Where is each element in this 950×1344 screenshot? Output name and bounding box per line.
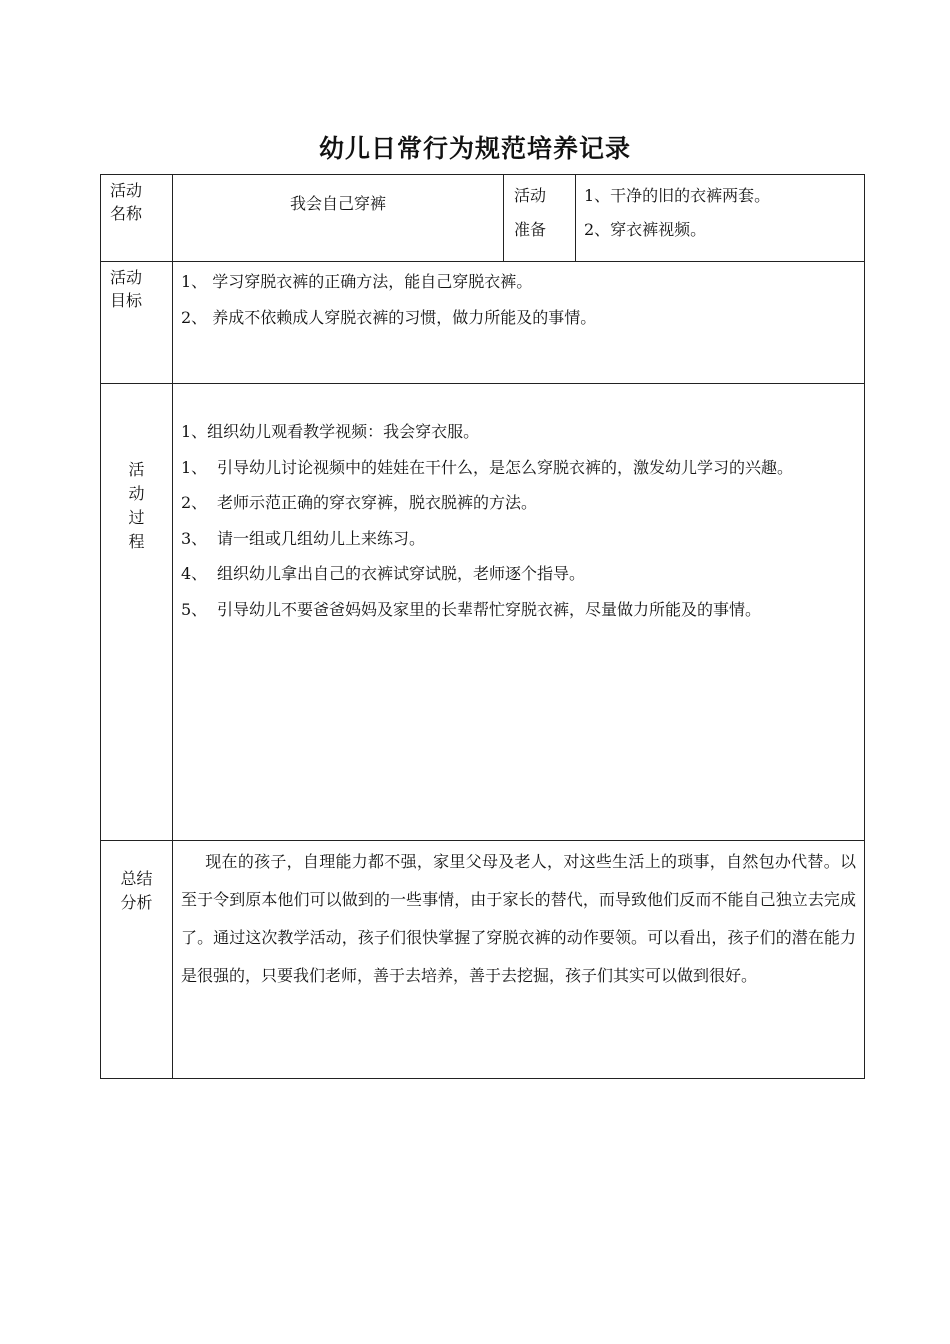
prep-item: 1、干净的旧的衣裤两套。 bbox=[584, 186, 771, 205]
step-number: 4、 bbox=[181, 564, 208, 583]
row-activity-process bbox=[101, 384, 865, 841]
label-char: 活 bbox=[128, 460, 145, 479]
page-title: 幼儿日常行为规范培养记录 bbox=[318, 134, 631, 163]
process-intro: 1、组织幼儿观看教学视频：我会穿衣服。 bbox=[181, 422, 480, 441]
activity-process-label bbox=[101, 384, 173, 841]
goal-item: 2、 养成不依赖成人穿脱衣裤的习惯，做力所能及的事情。 bbox=[181, 308, 597, 327]
step-number: 5、 bbox=[181, 599, 208, 619]
step-number: 2、 bbox=[181, 493, 208, 512]
label-char: 过 bbox=[128, 508, 145, 527]
process-step bbox=[181, 556, 856, 592]
step-number: 1、 bbox=[181, 457, 208, 477]
label-line: 名称 bbox=[110, 204, 143, 223]
row-activity-goal bbox=[101, 262, 865, 384]
label-line: 目标 bbox=[110, 291, 143, 310]
summary-text bbox=[173, 841, 865, 1079]
step-number: 3、 bbox=[181, 528, 208, 548]
process-step bbox=[181, 521, 856, 557]
step-text: 老师示范正确的穿衣穿裤，脱衣脱裤的方法。 bbox=[217, 493, 538, 512]
label-line: 准备 bbox=[514, 220, 547, 239]
activity-name-value: 我会自己穿裤 bbox=[173, 175, 504, 262]
step-text: 引导幼儿不要爸爸妈妈及家里的长辈帮忙穿脱衣裤，尽量做力所能及的事情。 bbox=[217, 599, 762, 619]
prep-item: 2、穿衣裤视频。 bbox=[584, 220, 707, 239]
activity-goal-label bbox=[101, 262, 173, 384]
row-summary bbox=[101, 841, 865, 1079]
process-step bbox=[181, 485, 856, 521]
activity-process-items bbox=[173, 384, 865, 841]
step-text: 组织幼儿拿出自己的衣裤试穿试脱，老师逐个指导。 bbox=[217, 564, 586, 583]
label-line: 活动 bbox=[110, 268, 143, 287]
label-char: 动 bbox=[128, 484, 145, 503]
summary-label bbox=[101, 841, 173, 1079]
step-text: 引导幼儿讨论视频中的娃娃在干什么，是怎么穿脱衣裤的，激发幼儿学习的兴趣。 bbox=[217, 457, 794, 477]
label-line: 分析 bbox=[120, 893, 153, 912]
row-activity-name bbox=[101, 175, 865, 262]
record-table bbox=[100, 174, 865, 1079]
label-line: 活动 bbox=[514, 186, 547, 205]
summary-body: 现在的孩子，自理能力都不强，家里父母及老人，对这些生活上的琐事，自然包办代替。以至于令到原本他们可以做到的一些事情，由于家长的替代，而导致他们反而不能自己独立去完成了。通过这次教学活动，孩子们很快掌握了穿脱衣裤的动作要领。可以看出，孩子们的潜在能力是很强的，只要我们老师，善于去培养，善于去挖掘，孩子们其实可以做到很好。 bbox=[181, 852, 856, 985]
process-step bbox=[181, 592, 856, 628]
label-line: 总结 bbox=[120, 869, 153, 888]
activity-goal-items bbox=[173, 262, 865, 384]
goal-item: 1、 学习穿脱衣裤的正确方法，能自己穿脱衣裤。 bbox=[181, 272, 533, 291]
label-char: 程 bbox=[128, 532, 145, 551]
activity-prep-items bbox=[576, 175, 865, 262]
step-text: 请一组或几组幼儿上来练习。 bbox=[217, 528, 426, 548]
activity-name-label bbox=[101, 175, 173, 262]
label-line: 活动 bbox=[110, 181, 143, 200]
activity-prep-label bbox=[504, 175, 576, 262]
process-step bbox=[181, 450, 856, 486]
